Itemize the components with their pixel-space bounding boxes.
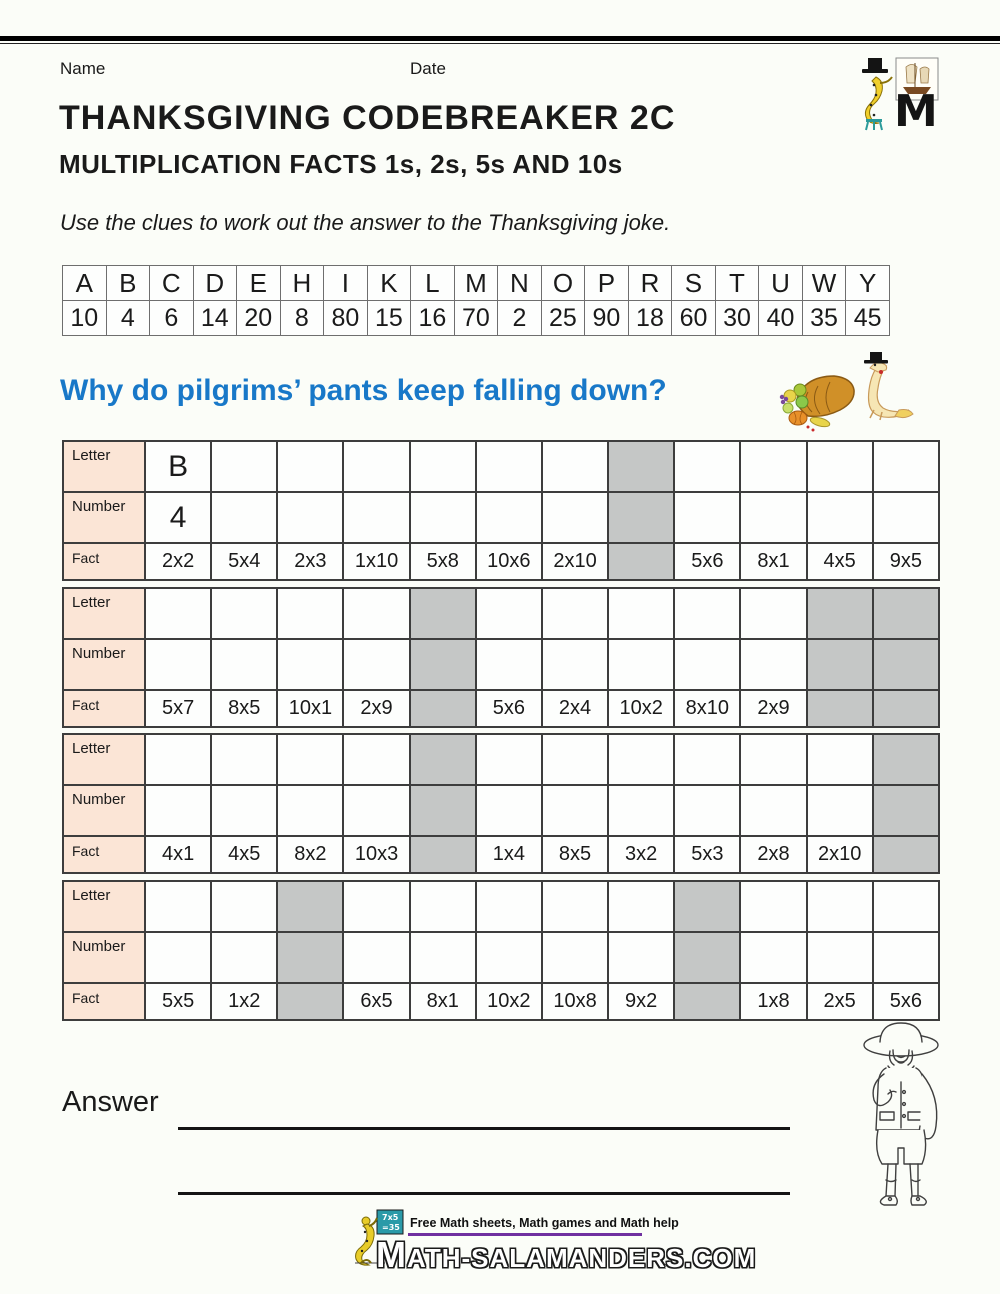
blocked-cell <box>277 881 343 932</box>
number-cell <box>211 639 277 690</box>
blocked-cell <box>410 588 476 639</box>
svg-text:M: M <box>894 86 938 133</box>
number-row-label: Number <box>63 639 145 690</box>
key-letter-cell: O <box>541 266 585 301</box>
number-cell <box>343 785 409 836</box>
number-row <box>63 492 939 543</box>
key-number-cell: 40 <box>759 301 803 336</box>
fact-cell: 5x5 <box>145 983 211 1020</box>
key-letter-cell: A <box>63 266 107 301</box>
blocked-cell <box>410 836 476 873</box>
top-divider-thin-line <box>0 43 1000 44</box>
blocked-cell <box>873 785 939 836</box>
fact-cell: 2x10 <box>542 543 608 580</box>
number-cell <box>145 639 211 690</box>
pilgrim-man-image <box>848 1018 963 1214</box>
fact-cell: 2x5 <box>807 983 873 1020</box>
blocked-cell <box>608 543 674 580</box>
letter-cell: B <box>145 441 211 492</box>
fact-cell: 6x5 <box>343 983 409 1020</box>
letter-cell <box>476 588 542 639</box>
letter-cell <box>145 734 211 785</box>
blocked-cell <box>410 734 476 785</box>
name-label: Name <box>60 59 106 78</box>
blocked-cell <box>807 639 873 690</box>
top-divider-thick-line <box>0 36 1000 41</box>
key-letter-cell: T <box>715 266 759 301</box>
letter-cell <box>807 881 873 932</box>
key-letter-cell: U <box>759 266 803 301</box>
key-letter-cell: B <box>106 266 150 301</box>
number-cell <box>476 932 542 983</box>
letter-cell <box>674 734 740 785</box>
fact-row-label: Fact <box>63 543 145 580</box>
fact-cell: 9x2 <box>608 983 674 1020</box>
key-number-cell: 15 <box>367 301 411 336</box>
key-number-cell: 20 <box>237 301 281 336</box>
answer-line-1 <box>178 1127 790 1130</box>
fact-row-label: Fact <box>63 690 145 727</box>
letter-cell <box>608 734 674 785</box>
blocked-cell <box>608 441 674 492</box>
number-cell <box>476 639 542 690</box>
key-number-cell: 14 <box>193 301 237 336</box>
blocked-cell <box>807 690 873 727</box>
blocked-cell <box>873 588 939 639</box>
fact-cell: 2x10 <box>807 836 873 873</box>
letter-cell <box>343 734 409 785</box>
top-divider <box>0 36 1000 44</box>
blocked-cell <box>873 690 939 727</box>
letter-row <box>63 734 939 785</box>
number-cell <box>873 492 939 543</box>
letter-cell <box>277 734 343 785</box>
fact-cell: 10x2 <box>476 983 542 1020</box>
salamander-mayflower-logo-icon <box>858 55 942 133</box>
joke-question: Why do pilgrims’ pants keep falling down? <box>60 374 667 407</box>
number-cell <box>674 492 740 543</box>
letter-cell <box>740 881 806 932</box>
number-cell <box>740 639 806 690</box>
blocked-cell <box>873 836 939 873</box>
letter-cell <box>476 881 542 932</box>
fact-cell: 10x8 <box>542 983 608 1020</box>
number-cell <box>807 492 873 543</box>
key-number-cell: 10 <box>63 301 107 336</box>
key-number-cell: 6 <box>150 301 194 336</box>
number-cell <box>343 639 409 690</box>
key-letters-row <box>63 266 890 301</box>
cornucopia-salamander-image <box>778 352 918 434</box>
page-title: THANKSGIVING CODEBREAKER 2C <box>59 99 676 137</box>
key-letter-cell: N <box>498 266 542 301</box>
fact-cell: 10x2 <box>608 690 674 727</box>
blocked-cell <box>873 639 939 690</box>
letter-row-label: Letter <box>63 881 145 932</box>
board-fact-line-1: 7x5 <box>382 1213 399 1222</box>
number-row <box>63 785 939 836</box>
letter-cell <box>277 441 343 492</box>
letter-cell <box>211 881 277 932</box>
blocked-cell <box>807 588 873 639</box>
key-letter-cell: P <box>585 266 629 301</box>
key-letter-cell: H <box>280 266 324 301</box>
key-letter-cell: S <box>672 266 716 301</box>
blocked-cell <box>277 932 343 983</box>
fact-cell: 5x3 <box>674 836 740 873</box>
number-cell <box>277 492 343 543</box>
key-number-cell: 80 <box>324 301 368 336</box>
number-cell <box>277 785 343 836</box>
fact-cell: 9x5 <box>873 543 939 580</box>
key-number-cell: 16 <box>411 301 455 336</box>
letter-row <box>63 588 939 639</box>
fact-cell: 10x1 <box>277 690 343 727</box>
fact-row <box>63 836 939 873</box>
letter-cell <box>608 588 674 639</box>
blocked-cell <box>277 983 343 1020</box>
letter-cell <box>476 441 542 492</box>
letter-cell <box>476 734 542 785</box>
letter-number-key-table <box>62 265 890 336</box>
fact-cell: 5x6 <box>476 690 542 727</box>
fact-cell: 8x1 <box>410 983 476 1020</box>
codebreaker-grid-2 <box>62 587 940 728</box>
blocked-cell <box>873 734 939 785</box>
number-cell <box>410 932 476 983</box>
letter-cell <box>807 734 873 785</box>
codebreaker-grid-4 <box>62 880 940 1021</box>
letter-cell <box>674 441 740 492</box>
letter-cell <box>608 881 674 932</box>
letter-cell <box>211 588 277 639</box>
number-cell: 4 <box>145 492 211 543</box>
number-cell <box>145 932 211 983</box>
key-number-cell: 45 <box>846 301 890 336</box>
number-cell <box>211 492 277 543</box>
key-numbers-row <box>63 301 890 336</box>
blocked-cell <box>674 881 740 932</box>
number-cell <box>608 639 674 690</box>
fact-cell: 3x2 <box>608 836 674 873</box>
letter-row <box>63 881 939 932</box>
number-cell <box>542 785 608 836</box>
number-cell <box>476 492 542 543</box>
letter-cell <box>542 588 608 639</box>
letter-row <box>63 441 939 492</box>
letter-row-label: Letter <box>63 734 145 785</box>
number-cell <box>740 785 806 836</box>
number-row <box>63 932 939 983</box>
number-cell <box>410 492 476 543</box>
key-letter-cell: M <box>454 266 498 301</box>
key-number-cell: 2 <box>498 301 542 336</box>
fact-cell: 5x8 <box>410 543 476 580</box>
letter-cell <box>740 441 806 492</box>
fact-cell: 4x5 <box>211 836 277 873</box>
key-letter-cell: C <box>150 266 194 301</box>
key-letter-cell: W <box>802 266 846 301</box>
letter-row-label: Letter <box>63 441 145 492</box>
letter-cell <box>277 588 343 639</box>
number-cell <box>145 785 211 836</box>
key-number-cell: 30 <box>715 301 759 336</box>
letter-cell <box>410 881 476 932</box>
letter-cell <box>343 881 409 932</box>
instruction-text: Use the clues to work out the answer to the Thanksgiving joke. <box>60 210 671 235</box>
number-cell <box>807 785 873 836</box>
fact-cell: 2x3 <box>277 543 343 580</box>
key-number-cell: 60 <box>672 301 716 336</box>
key-letter-cell: D <box>193 266 237 301</box>
number-cell <box>542 932 608 983</box>
fact-cell: 5x6 <box>873 983 939 1020</box>
fact-cell: 1x8 <box>740 983 806 1020</box>
blocked-cell <box>410 785 476 836</box>
number-cell <box>608 932 674 983</box>
answer-label: Answer <box>62 1086 159 1118</box>
blocked-cell <box>674 932 740 983</box>
key-number-cell: 25 <box>541 301 585 336</box>
number-cell <box>674 639 740 690</box>
page-subtitle: MULTIPLICATION FACTS 1s, 2s, 5s AND 10s <box>59 149 623 179</box>
number-cell <box>277 639 343 690</box>
fact-cell: 5x6 <box>674 543 740 580</box>
number-cell <box>343 932 409 983</box>
fact-cell: 4x5 <box>807 543 873 580</box>
fact-cell: 1x4 <box>476 836 542 873</box>
letter-cell <box>410 441 476 492</box>
footer-tagline: Free Math sheets, Math games and Math help <box>410 1216 679 1230</box>
key-letter-cell: K <box>367 266 411 301</box>
fact-cell: 5x4 <box>211 543 277 580</box>
answer-line-2 <box>178 1192 790 1195</box>
footer-site-name: MATH-SALAMANDERS.COM <box>376 1234 757 1275</box>
fact-row-label: Fact <box>63 983 145 1020</box>
fact-row <box>63 543 939 580</box>
number-cell <box>740 492 806 543</box>
letter-cell <box>873 441 939 492</box>
fact-cell: 8x10 <box>674 690 740 727</box>
letter-cell <box>343 441 409 492</box>
letter-cell <box>343 588 409 639</box>
key-number-cell: 18 <box>628 301 672 336</box>
fact-cell: 5x7 <box>145 690 211 727</box>
codebreaker-grid-3 <box>62 733 940 874</box>
fact-cell: 10x3 <box>343 836 409 873</box>
fact-cell: 10x6 <box>476 543 542 580</box>
letter-cell <box>542 734 608 785</box>
letter-cell <box>740 588 806 639</box>
blocked-cell <box>608 492 674 543</box>
key-number-cell: 90 <box>585 301 629 336</box>
key-letter-cell: E <box>237 266 281 301</box>
number-cell <box>608 785 674 836</box>
number-cell <box>542 492 608 543</box>
key-number-cell: 35 <box>802 301 846 336</box>
number-cell <box>343 492 409 543</box>
number-cell <box>740 932 806 983</box>
fact-cell: 2x8 <box>740 836 806 873</box>
fact-cell: 2x2 <box>145 543 211 580</box>
fact-cell: 1x10 <box>343 543 409 580</box>
number-row-label: Number <box>63 932 145 983</box>
number-cell <box>873 932 939 983</box>
letter-cell <box>807 441 873 492</box>
number-row <box>63 639 939 690</box>
number-row-label: Number <box>63 492 145 543</box>
key-number-cell: 8 <box>280 301 324 336</box>
blocked-cell <box>410 690 476 727</box>
number-cell <box>807 932 873 983</box>
letter-cell <box>674 588 740 639</box>
key-letter-cell: R <box>628 266 672 301</box>
key-letter-cell: Y <box>846 266 890 301</box>
blocked-cell <box>410 639 476 690</box>
letter-cell <box>211 734 277 785</box>
number-cell <box>211 932 277 983</box>
number-cell <box>542 639 608 690</box>
fact-cell: 1x2 <box>211 983 277 1020</box>
fact-cell: 8x2 <box>277 836 343 873</box>
number-cell <box>211 785 277 836</box>
key-number-cell: 4 <box>106 301 150 336</box>
letter-cell <box>873 881 939 932</box>
key-letter-cell: I <box>324 266 368 301</box>
letter-cell <box>211 441 277 492</box>
number-row-label: Number <box>63 785 145 836</box>
number-cell <box>476 785 542 836</box>
letter-row-label: Letter <box>63 588 145 639</box>
letter-cell <box>145 588 211 639</box>
key-number-cell: 70 <box>454 301 498 336</box>
blocked-cell <box>674 983 740 1020</box>
fact-cell: 2x4 <box>542 690 608 727</box>
letter-cell <box>542 881 608 932</box>
letter-cell <box>740 734 806 785</box>
fact-row-label: Fact <box>63 836 145 873</box>
board-fact-line-2: =35 <box>382 1223 400 1232</box>
fact-cell: 8x1 <box>740 543 806 580</box>
codebreaker-grid-1 <box>62 440 940 581</box>
fact-row <box>63 690 939 727</box>
date-label: Date <box>410 59 446 78</box>
fact-cell: 8x5 <box>542 836 608 873</box>
number-cell <box>674 785 740 836</box>
fact-cell: 8x5 <box>211 690 277 727</box>
letter-cell <box>542 441 608 492</box>
fact-cell: 2x9 <box>343 690 409 727</box>
fact-row <box>63 983 939 1020</box>
fact-cell: 4x1 <box>145 836 211 873</box>
key-letter-cell: L <box>411 266 455 301</box>
fact-cell: 2x9 <box>740 690 806 727</box>
letter-cell <box>145 881 211 932</box>
